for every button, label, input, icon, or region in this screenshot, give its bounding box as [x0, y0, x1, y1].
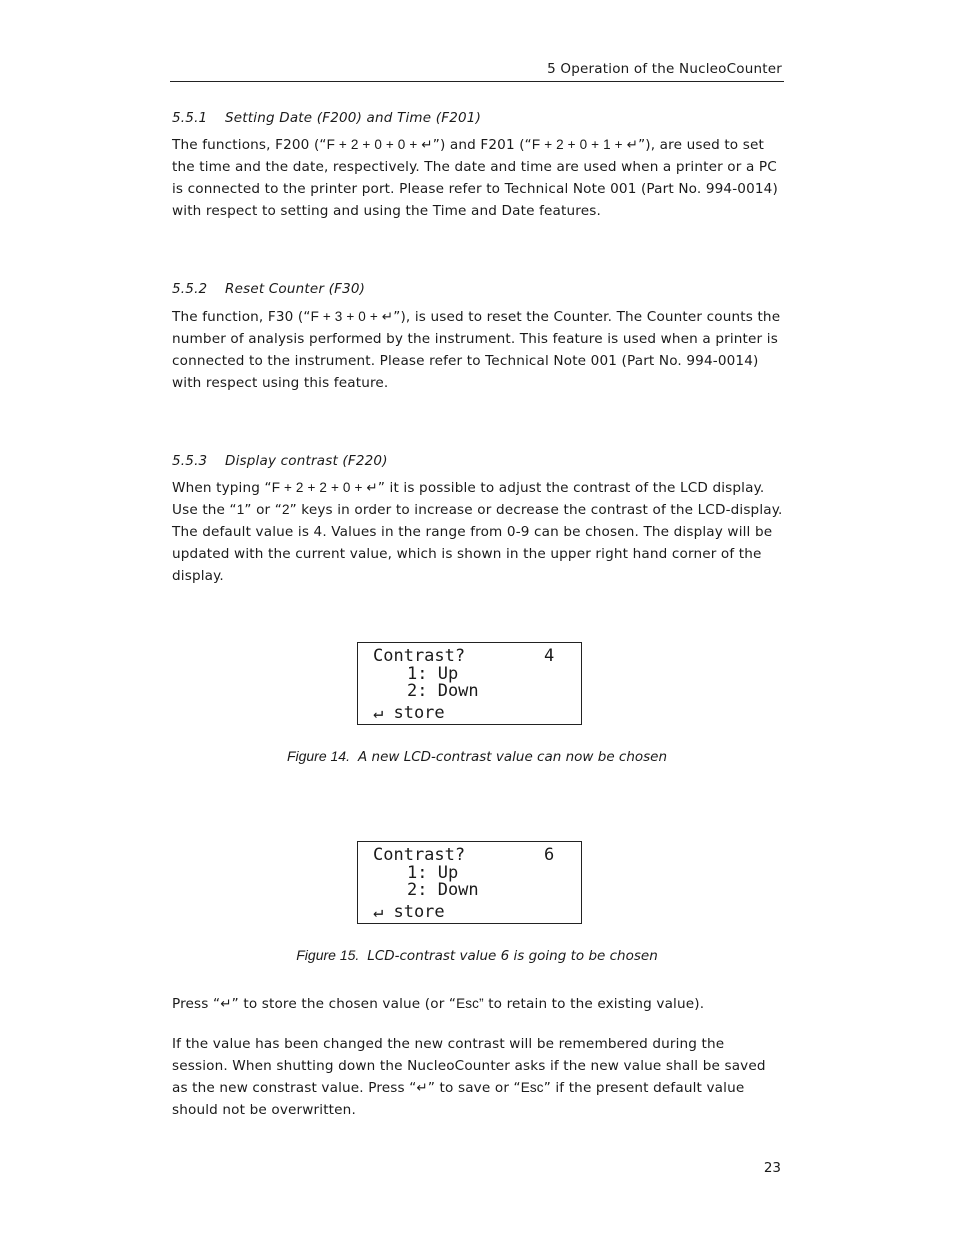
text: ” it is possible to adjust the contrast of the LCD display. Use the “: [172, 480, 765, 518]
page-number: 23: [763, 1160, 781, 1176]
caption-text: A new LCD-contrast value can now be chosen: [357, 749, 668, 765]
text: If the value has been changed the new contrast will be remembered during the session. When shutting down the NucleoCounter asks if the new value shall be saved as the new constrast value. Press “: [172, 1036, 766, 1096]
lcd-display-figure-14: [357, 642, 582, 725]
text: ” keys in order to increase or decrease the contrast of the LCD-display. The default value is 4. Values in the range from 0-9 can be chosen. The display will be updated with the current value, which is shown in the upper right hand corner of the display.: [172, 502, 783, 584]
key-sequence: F + 2 + 0 + 1 + ↵: [531, 137, 639, 152]
section-number: 5.5.2: [172, 281, 208, 297]
key-sequence: F + 2 + 0 + 0 + ↵: [326, 137, 433, 152]
lcd-line-4: ↵ store: [373, 902, 445, 922]
key-sequence: F + 2 + 2 + 0 + ↵: [271, 480, 378, 495]
paragraph-5-5-3: [172, 477, 784, 587]
text: ” if the present default value should not be overwritten.: [172, 1080, 745, 1118]
text: ”), is used to reset the Counter. The Counter counts the number of analysis performed by the instrument. This feature is used when a printer is connected to the instrument. Please refer to Technical Note 001 (Part No. 994-0014) with respect using this feature.: [172, 309, 781, 391]
text: ” or “: [244, 502, 282, 518]
key-sequence: F + 3 + 0 + ↵: [310, 309, 394, 324]
caption-text: LCD-contrast value 6 is going to be chosen: [367, 948, 658, 964]
section-number: 5.5.3: [172, 453, 208, 469]
paragraph-session: [172, 1033, 784, 1121]
lcd-display-figure-15: [357, 841, 582, 924]
text: Press “: [172, 996, 221, 1012]
lcd-line-4: ↵ store: [373, 703, 445, 723]
section-heading-5-5-1: [172, 110, 481, 126]
key-1: 1: [236, 502, 245, 517]
lcd-line-3: 2: Down: [407, 681, 479, 701]
lcd-line-3: 2: Down: [407, 880, 479, 900]
esc-key: Esc: [520, 1080, 544, 1095]
text: ”) and F201 (“: [432, 137, 532, 153]
lcd-line-1: Contrast?: [373, 845, 466, 865]
text: to retain to the existing value).: [483, 996, 705, 1012]
esc-key: Esc”: [456, 996, 484, 1011]
text: ” to store the chosen value (or “: [231, 996, 457, 1012]
header-title: 5 Operation of the NucleoCounter: [547, 61, 782, 77]
lcd-contrast-value: 6: [544, 845, 555, 865]
enter-key: ↵: [416, 1080, 428, 1095]
text: The function, F30 (“: [172, 309, 311, 325]
paragraph-store: [172, 993, 784, 1015]
section-heading-5-5-2: [172, 281, 365, 297]
lcd-line-1: Contrast?: [373, 646, 466, 666]
section-number: 5.5.1: [172, 110, 208, 126]
lcd-contrast-value: 4: [544, 646, 555, 666]
section-title: Setting Date (F200) and Time (F201): [225, 110, 482, 126]
section-heading-5-5-3: [172, 453, 388, 469]
text: ” to save or “: [427, 1080, 521, 1096]
text: The functions, F200 (“: [172, 137, 327, 153]
section-title: Display contrast (F220): [225, 453, 388, 469]
figure-label: Figure 14.: [286, 748, 350, 764]
text: ”), are used to set the time and the date, respectively. The date and time are used when a printer or a PC is connected to the printer port. Please refer to Technical Note 001 (Part No. 994-0014) with respect to setting and using the Time and Date features.: [172, 137, 778, 219]
figure-caption-15: [0, 947, 954, 964]
section-title: Reset Counter (F30): [225, 281, 366, 297]
figure-caption-14: [0, 748, 954, 765]
enter-key: ↵: [220, 996, 232, 1011]
paragraph-5-5-1: [172, 134, 784, 222]
text: When typing “: [172, 480, 272, 496]
key-2: 2: [281, 502, 290, 517]
paragraph-5-5-2: [172, 306, 784, 394]
header-rule: [170, 81, 784, 82]
lcd-line-2: 1: Up: [407, 664, 459, 684]
lcd-line-2: 1: Up: [407, 863, 459, 883]
figure-label: Figure 15.: [296, 947, 360, 963]
